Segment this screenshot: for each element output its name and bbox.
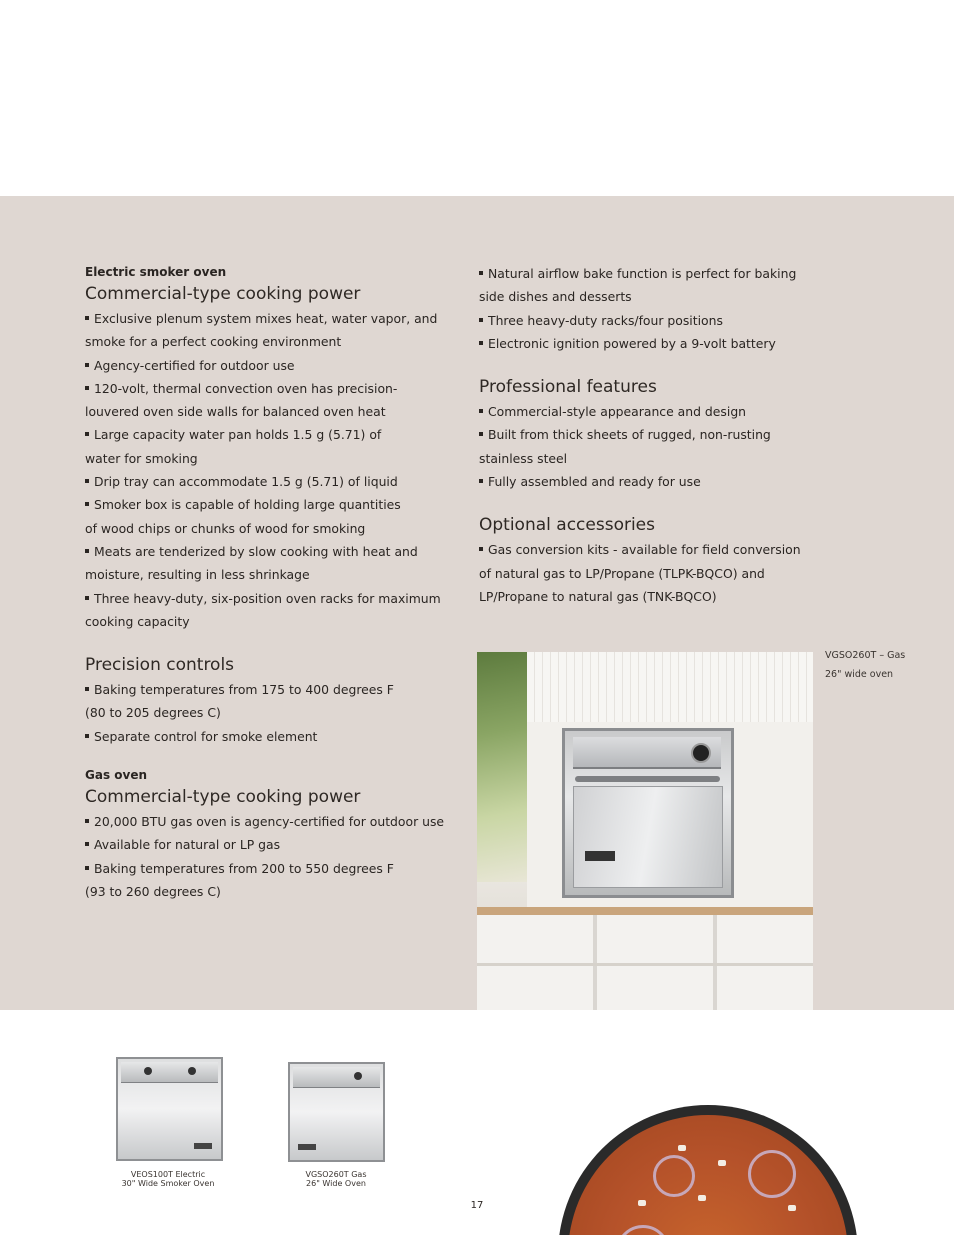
plant-image xyxy=(477,652,527,882)
knob-icon xyxy=(354,1072,362,1080)
list-item: Baking temperatures from 200 to 550 degrees F xyxy=(85,857,455,880)
bullet-icon xyxy=(85,687,89,691)
list-item: of natural gas to LP/Propane (TLPK-BQCO) and xyxy=(479,565,765,581)
spacer xyxy=(479,355,819,375)
bullet-icon xyxy=(85,549,89,553)
brand-badge xyxy=(298,1144,316,1150)
list-item: Exclusive plenum system mixes heat, water vapor, and xyxy=(85,307,455,330)
list-item: Large capacity water pan holds 1.5 g (5.71) of xyxy=(85,423,455,446)
list-item: side dishes and desserts xyxy=(479,289,632,305)
precision-heading: Precision controls xyxy=(85,655,235,676)
thumbnail-caption: VGSO260T Gas 26" Wide Oven xyxy=(305,1170,367,1188)
bullet-icon xyxy=(85,363,89,367)
list-item: 120-volt, thermal convection oven has precision- xyxy=(85,377,455,400)
list-item: stainless steel xyxy=(479,450,568,466)
gas-oven-thumbnail xyxy=(288,1062,385,1162)
bullet-icon xyxy=(479,409,483,413)
bullet-icon xyxy=(85,842,89,846)
spacer xyxy=(85,748,455,765)
spacer xyxy=(479,493,819,513)
onion-ring xyxy=(653,1155,695,1197)
oven-door xyxy=(573,786,723,888)
list-item: Built from thick sheets of rugged, non-rusting xyxy=(479,423,819,446)
list-item: smoke for a perfect cooking environment xyxy=(85,334,342,350)
pizza-crust xyxy=(568,1115,848,1235)
photo-caption xyxy=(825,646,935,684)
photo-caption-line1: VGSO260T – Gas xyxy=(825,650,906,661)
bullet-icon xyxy=(85,866,89,870)
list-item: louvered oven side walls for balanced oven heat xyxy=(85,404,386,420)
bullet-icon xyxy=(85,432,89,436)
precision-list xyxy=(85,678,455,748)
gas-list xyxy=(85,810,455,903)
thumbnail-caption: VEOS100T Electric 30" Wide Smoker Oven xyxy=(121,1170,215,1188)
countertop xyxy=(477,907,813,915)
bullet-icon xyxy=(479,318,483,322)
optional-list xyxy=(479,538,819,608)
bullet-icon xyxy=(85,479,89,483)
bullet-icon xyxy=(85,386,89,390)
list-item: Baking temperatures from 175 to 400 degrees F xyxy=(85,678,455,701)
electric-kicker: Electric smoker oven xyxy=(85,265,227,279)
list-item: Meats are tenderized by slow cooking with heat and xyxy=(85,540,455,563)
pizza-photo xyxy=(520,1060,900,1235)
bullet-icon xyxy=(479,479,483,483)
list-item: Fully assembled and ready for use xyxy=(479,470,819,493)
bullet-icon xyxy=(479,341,483,345)
gas-kicker: Gas oven xyxy=(85,768,148,783)
list-item: Agency-certified for outdoor use xyxy=(85,354,455,377)
professional-heading: Professional features xyxy=(479,377,657,398)
pizza-image xyxy=(558,1105,858,1235)
list-item: Drip tray can accommodate 1.5 g (5.71) of liquid xyxy=(85,470,455,493)
cheese-piece xyxy=(788,1205,796,1211)
knob-icon xyxy=(188,1067,196,1075)
bullet-icon xyxy=(479,271,483,275)
spacer xyxy=(85,633,455,653)
bullet-icon xyxy=(85,502,89,506)
cheese-piece xyxy=(678,1145,686,1151)
list-item: moisture, resulting in less shrinkage xyxy=(85,567,310,583)
brand-badge xyxy=(194,1143,212,1149)
list-item: Three heavy-duty racks/four positions xyxy=(479,309,819,332)
list-item: Electronic ignition powered by a 9-volt battery xyxy=(479,332,819,355)
bullet-icon xyxy=(85,734,89,738)
electric-list xyxy=(85,307,455,633)
list-item: Commercial-style appearance and design xyxy=(479,400,819,423)
thumb-panel xyxy=(121,1062,218,1083)
bullet-icon xyxy=(85,596,89,600)
bullet-icon xyxy=(85,316,89,320)
drawers-image xyxy=(477,915,813,1010)
list-item: Available for natural or LP gas xyxy=(85,833,455,856)
list-item: (80 to 205 degrees C) xyxy=(85,705,221,721)
oven-handle xyxy=(575,776,720,782)
thumb-panel xyxy=(293,1067,380,1088)
smoker-oven-thumbnail xyxy=(116,1057,223,1161)
cabinet-image xyxy=(527,652,813,722)
intro-list xyxy=(479,262,819,355)
knob-icon xyxy=(144,1067,152,1075)
brand-badge xyxy=(585,851,615,861)
gas-heading: Commercial-type cooking power xyxy=(85,787,361,808)
list-item: Gas conversion kits - available for field conversion xyxy=(479,538,819,561)
page-number: 17 xyxy=(470,1200,484,1211)
knob-icon xyxy=(691,743,711,763)
list-item: LP/Propane to natural gas (TNK-BQCO) xyxy=(479,588,717,604)
gas-oven-photo xyxy=(477,652,813,1010)
cheese-piece xyxy=(638,1200,646,1206)
list-item: Natural airflow bake function is perfect for baking xyxy=(479,262,819,285)
list-item: of wood chips or chunks of wood for smoking xyxy=(85,520,366,536)
optional-heading: Optional accessories xyxy=(479,515,655,536)
onion-ring xyxy=(748,1150,796,1198)
bullet-icon xyxy=(479,432,483,436)
list-item: cooking capacity xyxy=(85,613,190,629)
bullet-icon xyxy=(479,547,483,551)
list-item: Three heavy-duty, six-position oven racks for maximum xyxy=(85,587,455,610)
cheese-piece xyxy=(698,1195,706,1201)
oven-image xyxy=(562,728,734,898)
list-item: Separate control for smoke element xyxy=(85,725,455,748)
photo-caption-line2: 26" wide oven xyxy=(825,669,894,680)
list-item: 20,000 BTU gas oven is agency-certified for outdoor use xyxy=(85,810,455,833)
list-item: (93 to 260 degrees C) xyxy=(85,883,221,899)
right-column xyxy=(479,262,819,608)
electric-heading: Commercial-type cooking power xyxy=(85,284,361,304)
list-item: Smoker box is capable of holding large quantities xyxy=(85,493,455,516)
bullet-icon xyxy=(85,819,89,823)
professional-list xyxy=(479,400,819,493)
left-column xyxy=(85,262,455,903)
cheese-piece xyxy=(718,1160,726,1166)
list-item: water for smoking xyxy=(85,450,198,466)
